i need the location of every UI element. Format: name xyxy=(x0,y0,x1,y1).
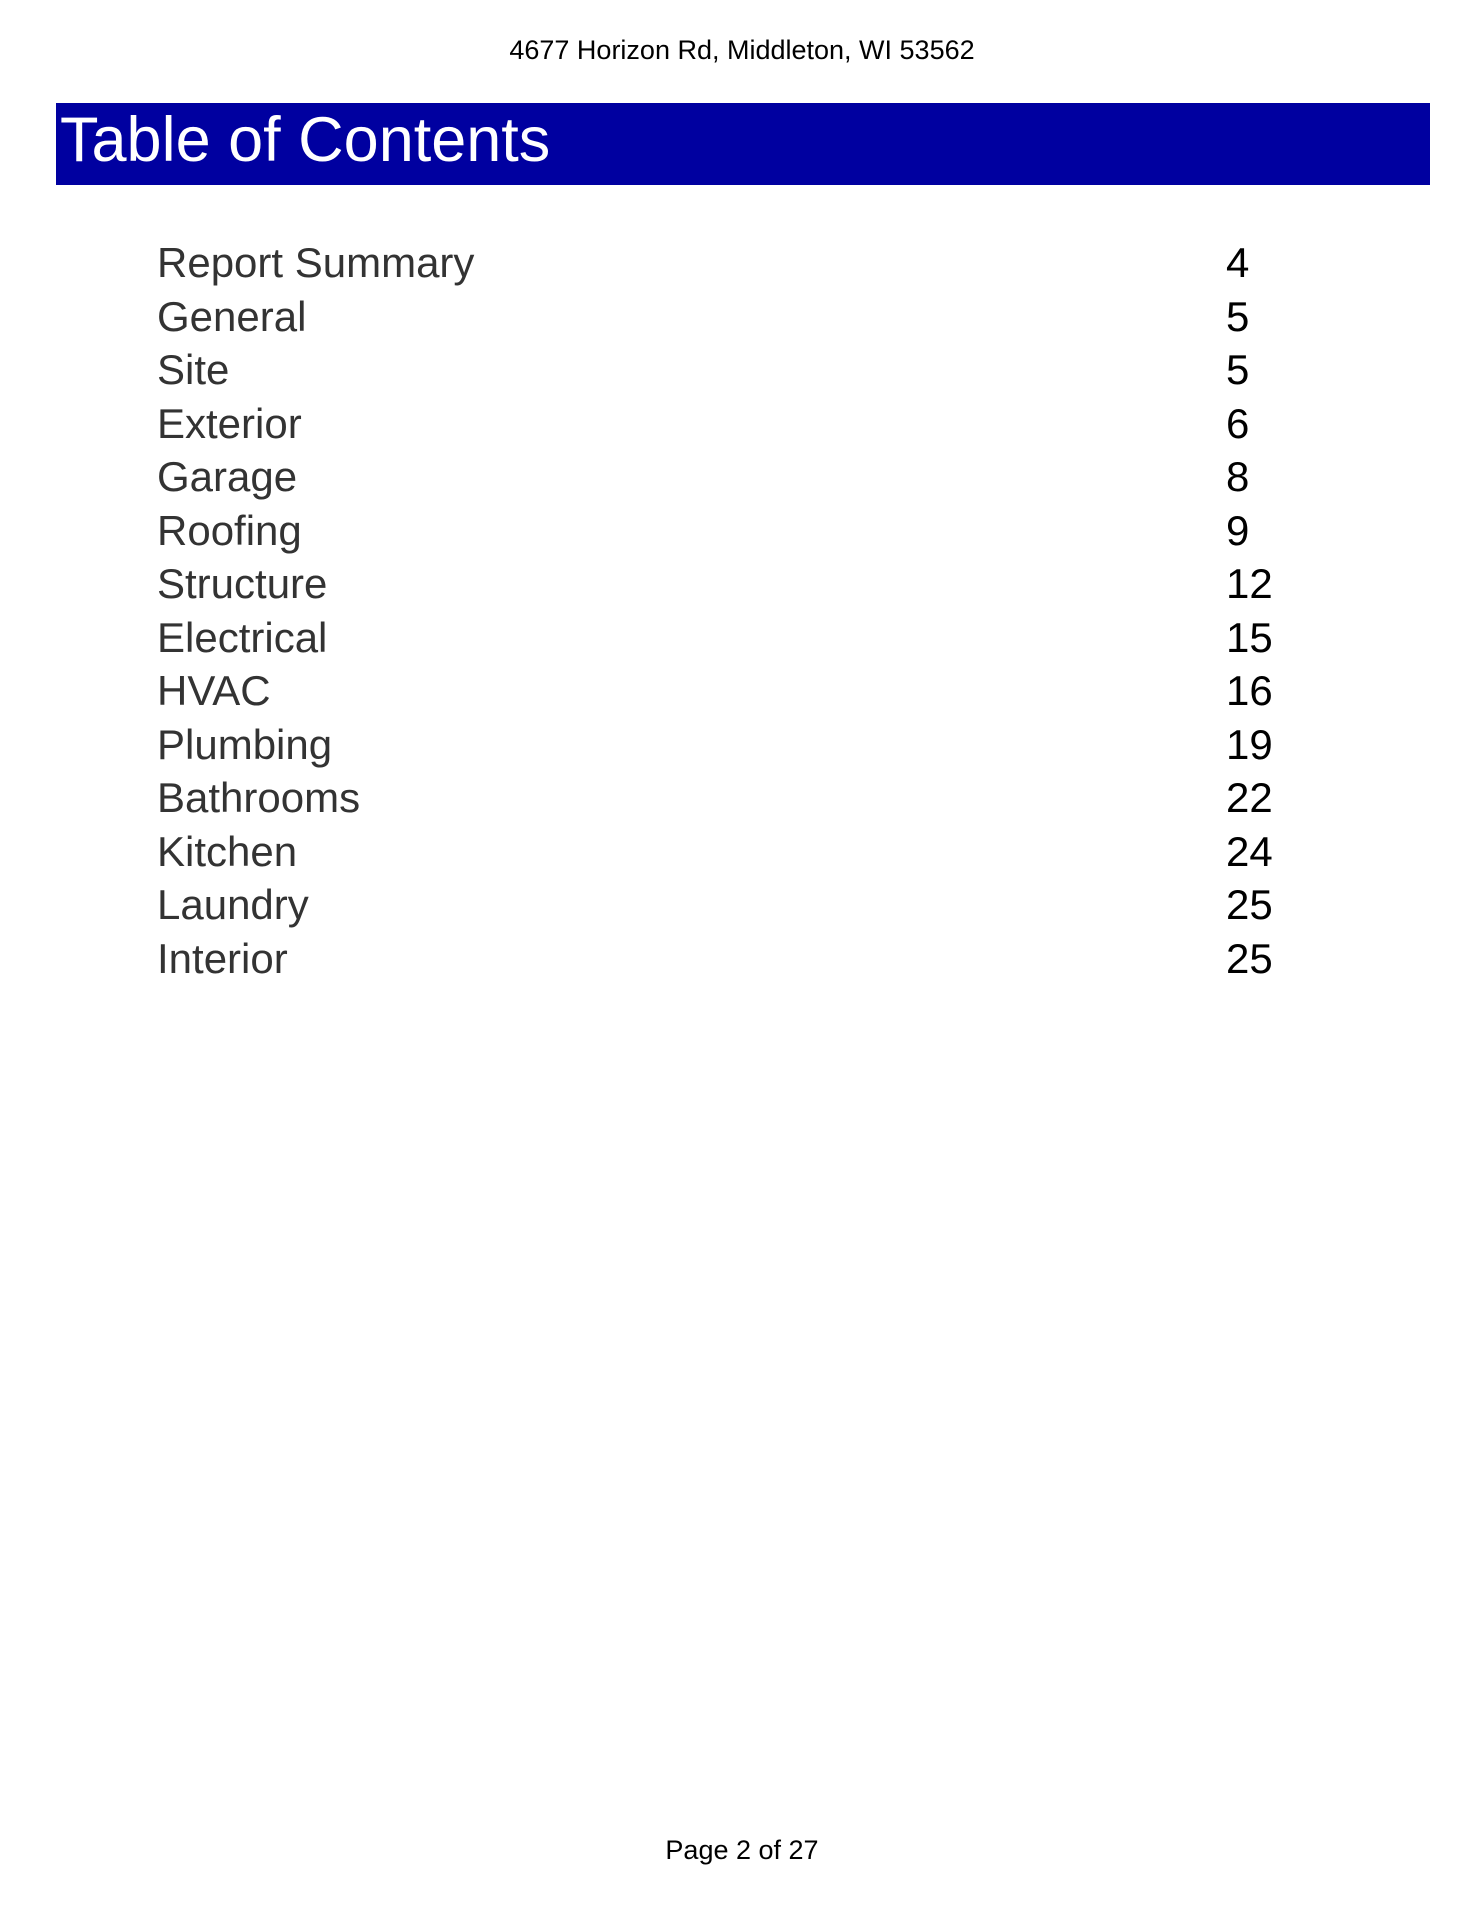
toc-entry-label: Kitchen xyxy=(157,827,298,875)
toc-entry-label: Roofing xyxy=(157,506,302,554)
toc-entry-label: Bathrooms xyxy=(157,774,361,821)
toc-entry-page: 24 xyxy=(1226,827,1273,875)
toc-entry-report-summary[interactable] xyxy=(157,236,1287,290)
page-number: Page 2 of 27 xyxy=(665,1835,819,1865)
toc-entry-electrical[interactable] xyxy=(157,611,1287,665)
toc-entry-label: Plumbing xyxy=(157,720,333,768)
toc-entry-page: 9 xyxy=(1226,506,1250,554)
toc-entry-laundry[interactable] xyxy=(157,878,1287,932)
toc-entry-page: 5 xyxy=(1226,346,1250,393)
toc-entry-label: Laundry xyxy=(157,881,309,928)
toc-entry-roofing[interactable] xyxy=(157,504,1287,558)
toc-entry-page: 6 xyxy=(1226,399,1250,447)
toc-entry-page: 4 xyxy=(1226,239,1250,286)
toc-entry-bathrooms[interactable] xyxy=(157,771,1287,825)
toc-entry-page: 8 xyxy=(1226,453,1250,500)
toc-entry-label: General xyxy=(157,292,307,340)
toc-entry-label: Exterior xyxy=(157,399,302,447)
toc-entry-structure[interactable] xyxy=(157,557,1287,611)
toc-entry-page: 12 xyxy=(1226,560,1273,607)
toc-list xyxy=(157,236,1287,985)
toc-entry-label: Electrical xyxy=(157,613,328,661)
toc-entry-page: 22 xyxy=(1226,774,1273,821)
page-title: Table of Contents xyxy=(60,105,551,175)
toc-entry-interior[interactable] xyxy=(157,932,1287,986)
toc-entry-garage[interactable] xyxy=(157,450,1287,504)
toc-entry-label: HVAC xyxy=(157,667,271,714)
toc-entry-page: 25 xyxy=(1226,881,1273,928)
toc-entry-label: Structure xyxy=(157,560,328,607)
toc-title-banner xyxy=(56,103,1430,185)
toc-entry-general[interactable] xyxy=(157,290,1287,344)
toc-entry-exterior[interactable] xyxy=(157,397,1287,451)
toc-entry-kitchen[interactable] xyxy=(157,825,1287,879)
toc-entry-site[interactable] xyxy=(157,343,1287,397)
header-address: 4677 Horizon Rd, Middleton, WI 53562 xyxy=(509,35,975,65)
toc-entry-page: 16 xyxy=(1226,667,1273,714)
toc-entry-label: Interior xyxy=(157,934,288,982)
toc-entry-page: 15 xyxy=(1226,613,1273,661)
toc-entry-label: Garage xyxy=(157,453,298,500)
toc-entry-page: 25 xyxy=(1226,934,1273,982)
toc-entry-hvac[interactable] xyxy=(157,664,1287,718)
toc-entry-label: Report Summary xyxy=(157,239,475,286)
toc-entry-plumbing[interactable] xyxy=(157,718,1287,772)
toc-entry-label: Site xyxy=(157,346,230,393)
toc-entry-page: 19 xyxy=(1226,720,1273,768)
toc-entry-page: 5 xyxy=(1226,292,1250,340)
